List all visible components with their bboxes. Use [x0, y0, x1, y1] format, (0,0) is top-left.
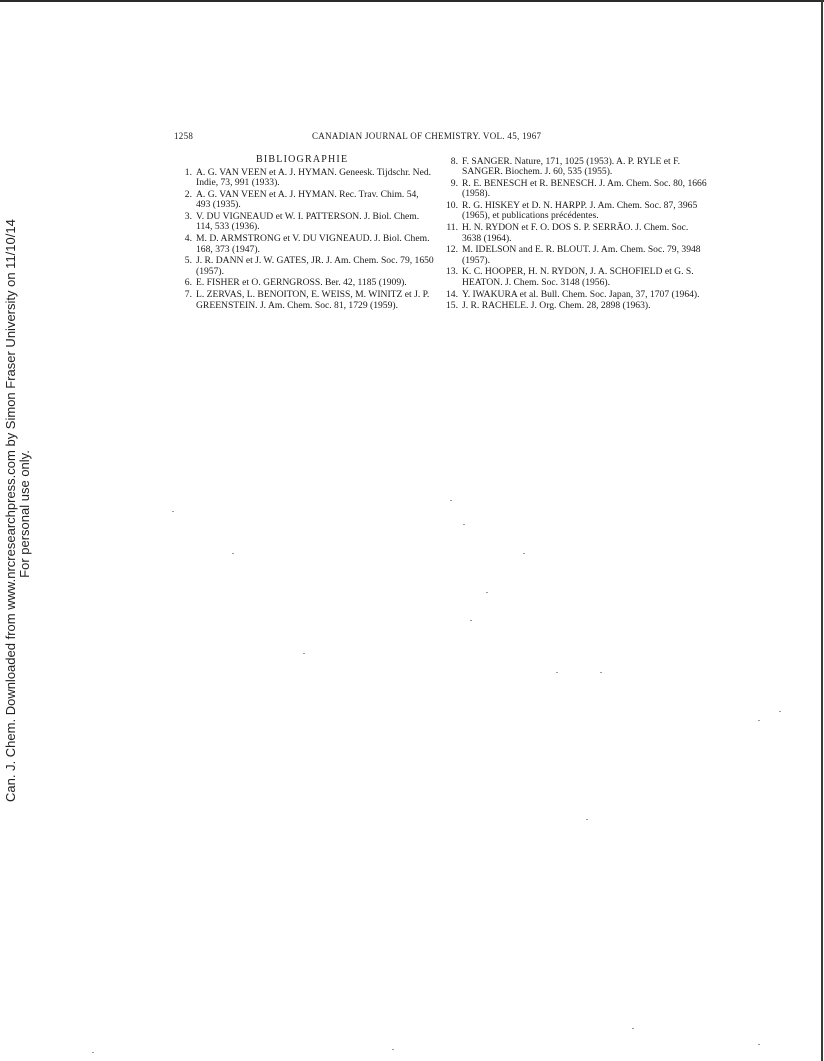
right-border-rule [821, 0, 823, 1061]
reference-number: 3. [184, 211, 192, 223]
scan-speck [303, 653, 305, 654]
reference-text: H. N. RYDON et F. O. DOS S. P. SERRÃO. J. Chem. Soc. 3638 (1964). [462, 222, 689, 244]
reference-number: 4. [184, 233, 192, 245]
reference-entry [442, 223, 707, 244]
reference-number: 14. [446, 288, 458, 300]
scan-speck [92, 1052, 94, 1053]
reference-entry [176, 212, 434, 233]
reference-text: J. R. RACHELE. J. Org. Chem. 28, 2898 (1963). [462, 300, 651, 312]
reference-number: 13. [446, 266, 458, 278]
reference-text: K. C. HOOPER, H. N. RYDON, J. A. SCHOFIELD et G. S. HEATON. J. Chem. Soc. 3148 (1956). [462, 266, 694, 288]
reference-number: 6. [184, 277, 192, 289]
reference-entry [176, 256, 434, 277]
reference-text: M. IDELSON and E. R. BLOUT. J. Am. Chem. Soc. 79, 3948 (1957). [462, 244, 701, 266]
reference-text: A. G. VAN VEEN et A. J. HYMAN. Geneesk. Tijdschr. Ned. Indie, 73, 991 (1933). [196, 167, 432, 189]
reference-entry [442, 245, 707, 266]
scan-speck [632, 1028, 634, 1029]
reference-number: 12. [446, 244, 458, 256]
watermark-line-source: Can. J. Chem. Downloaded from www.nrcresearchpress.com by Simon Fraser University on 11/10/14 [3, 219, 18, 802]
reference-entry [176, 278, 434, 288]
scan-speck [586, 819, 588, 820]
reference-entry [442, 301, 707, 311]
top-border-rule [0, 0, 824, 2]
scan-speck [600, 672, 602, 673]
running-head: CANADIAN JOURNAL OF CHEMISTRY. VOL. 45, 1967 [312, 131, 542, 141]
reference-entry [442, 179, 707, 200]
reference-text: Y. IWAKURA et al. Bull. Chem. Soc. Japan, 37, 1707 (1964). [462, 288, 700, 300]
page-number: 1258 [174, 131, 194, 141]
scan-speck [779, 711, 781, 712]
reference-number: 5. [184, 255, 192, 267]
reference-number: 10. [446, 200, 458, 212]
reference-text: L. ZERVAS, L. BENOITON, E. WEISS, M. WINITZ et J. P. GREENSTEIN. J. Am. Chem. Soc. 81, 1729 (1959). [196, 289, 430, 311]
reference-text: V. DU VIGNEAUD et W. I. PATTERSON. J. Biol. Chem. 114, 533 (1936). [196, 211, 420, 233]
scan-speck [523, 553, 525, 554]
download-watermark [0, 0, 32, 802]
reference-text: A. G. VAN VEEN et A. J. HYMAN. Rec. Trav. Chim. 54, 493 (1935). [196, 189, 419, 211]
reference-entry [442, 157, 707, 178]
scan-speck [556, 672, 558, 673]
watermark-line-usage: For personal use only. [17, 450, 32, 578]
scan-speck [172, 511, 174, 512]
scan-speck [232, 553, 234, 554]
scan-speck [758, 720, 760, 721]
reference-number: 7. [184, 289, 192, 301]
page-header [174, 131, 702, 145]
reference-text: J. R. DANN et J. W. GATES, JR. J. Am. Chem. Soc. 79, 1650 (1957). [196, 255, 434, 277]
reference-text: R. G. HISKEY et D. N. HARPP. J. Am. Chem. Soc. 87, 3965 (1965), et publications précédentes. [462, 200, 698, 222]
scan-speck [486, 592, 488, 593]
reference-entry [176, 290, 434, 311]
reference-text: R. E. BENESCH et R. BENESCH. J. Am. Chem. Soc. 80, 1666 (1958). [462, 178, 707, 200]
bibliography-left-column [176, 168, 434, 312]
scan-speck [758, 1044, 760, 1045]
reference-text: E. FISHER et O. GERNGROSS. Ber. 42, 1185 (1909). [196, 277, 407, 289]
reference-entry [176, 168, 434, 189]
bibliography-title: BIBLIOGRAPHIE [256, 154, 349, 165]
reference-text: F. SANGER. Nature, 171, 1025 (1953). A. P. RYLE et F. SANGER. Biochem. J. 60, 535 (1955). [462, 156, 681, 178]
reference-entry [176, 234, 434, 255]
reference-number: 9. [450, 178, 458, 190]
reference-number: 8. [450, 156, 458, 167]
bibliography-right-column [442, 157, 707, 313]
reference-number: 2. [184, 189, 192, 201]
scan-speck [463, 524, 465, 525]
reference-number: 15. [446, 300, 458, 312]
reference-entry [442, 267, 707, 288]
download-watermark-text [3, 219, 32, 802]
reference-entry [442, 201, 707, 222]
reference-entry [442, 290, 707, 300]
reference-entry [176, 190, 434, 211]
scan-speck [392, 1049, 394, 1050]
scan-speck [470, 620, 472, 621]
reference-text: M. D. ARMSTRONG et V. DU VIGNEAUD. J. Biol. Chem. 168, 373 (1947). [196, 233, 430, 255]
reference-number: 1. [184, 167, 192, 178]
scan-speck [450, 500, 452, 501]
reference-number: 11. [446, 222, 458, 234]
